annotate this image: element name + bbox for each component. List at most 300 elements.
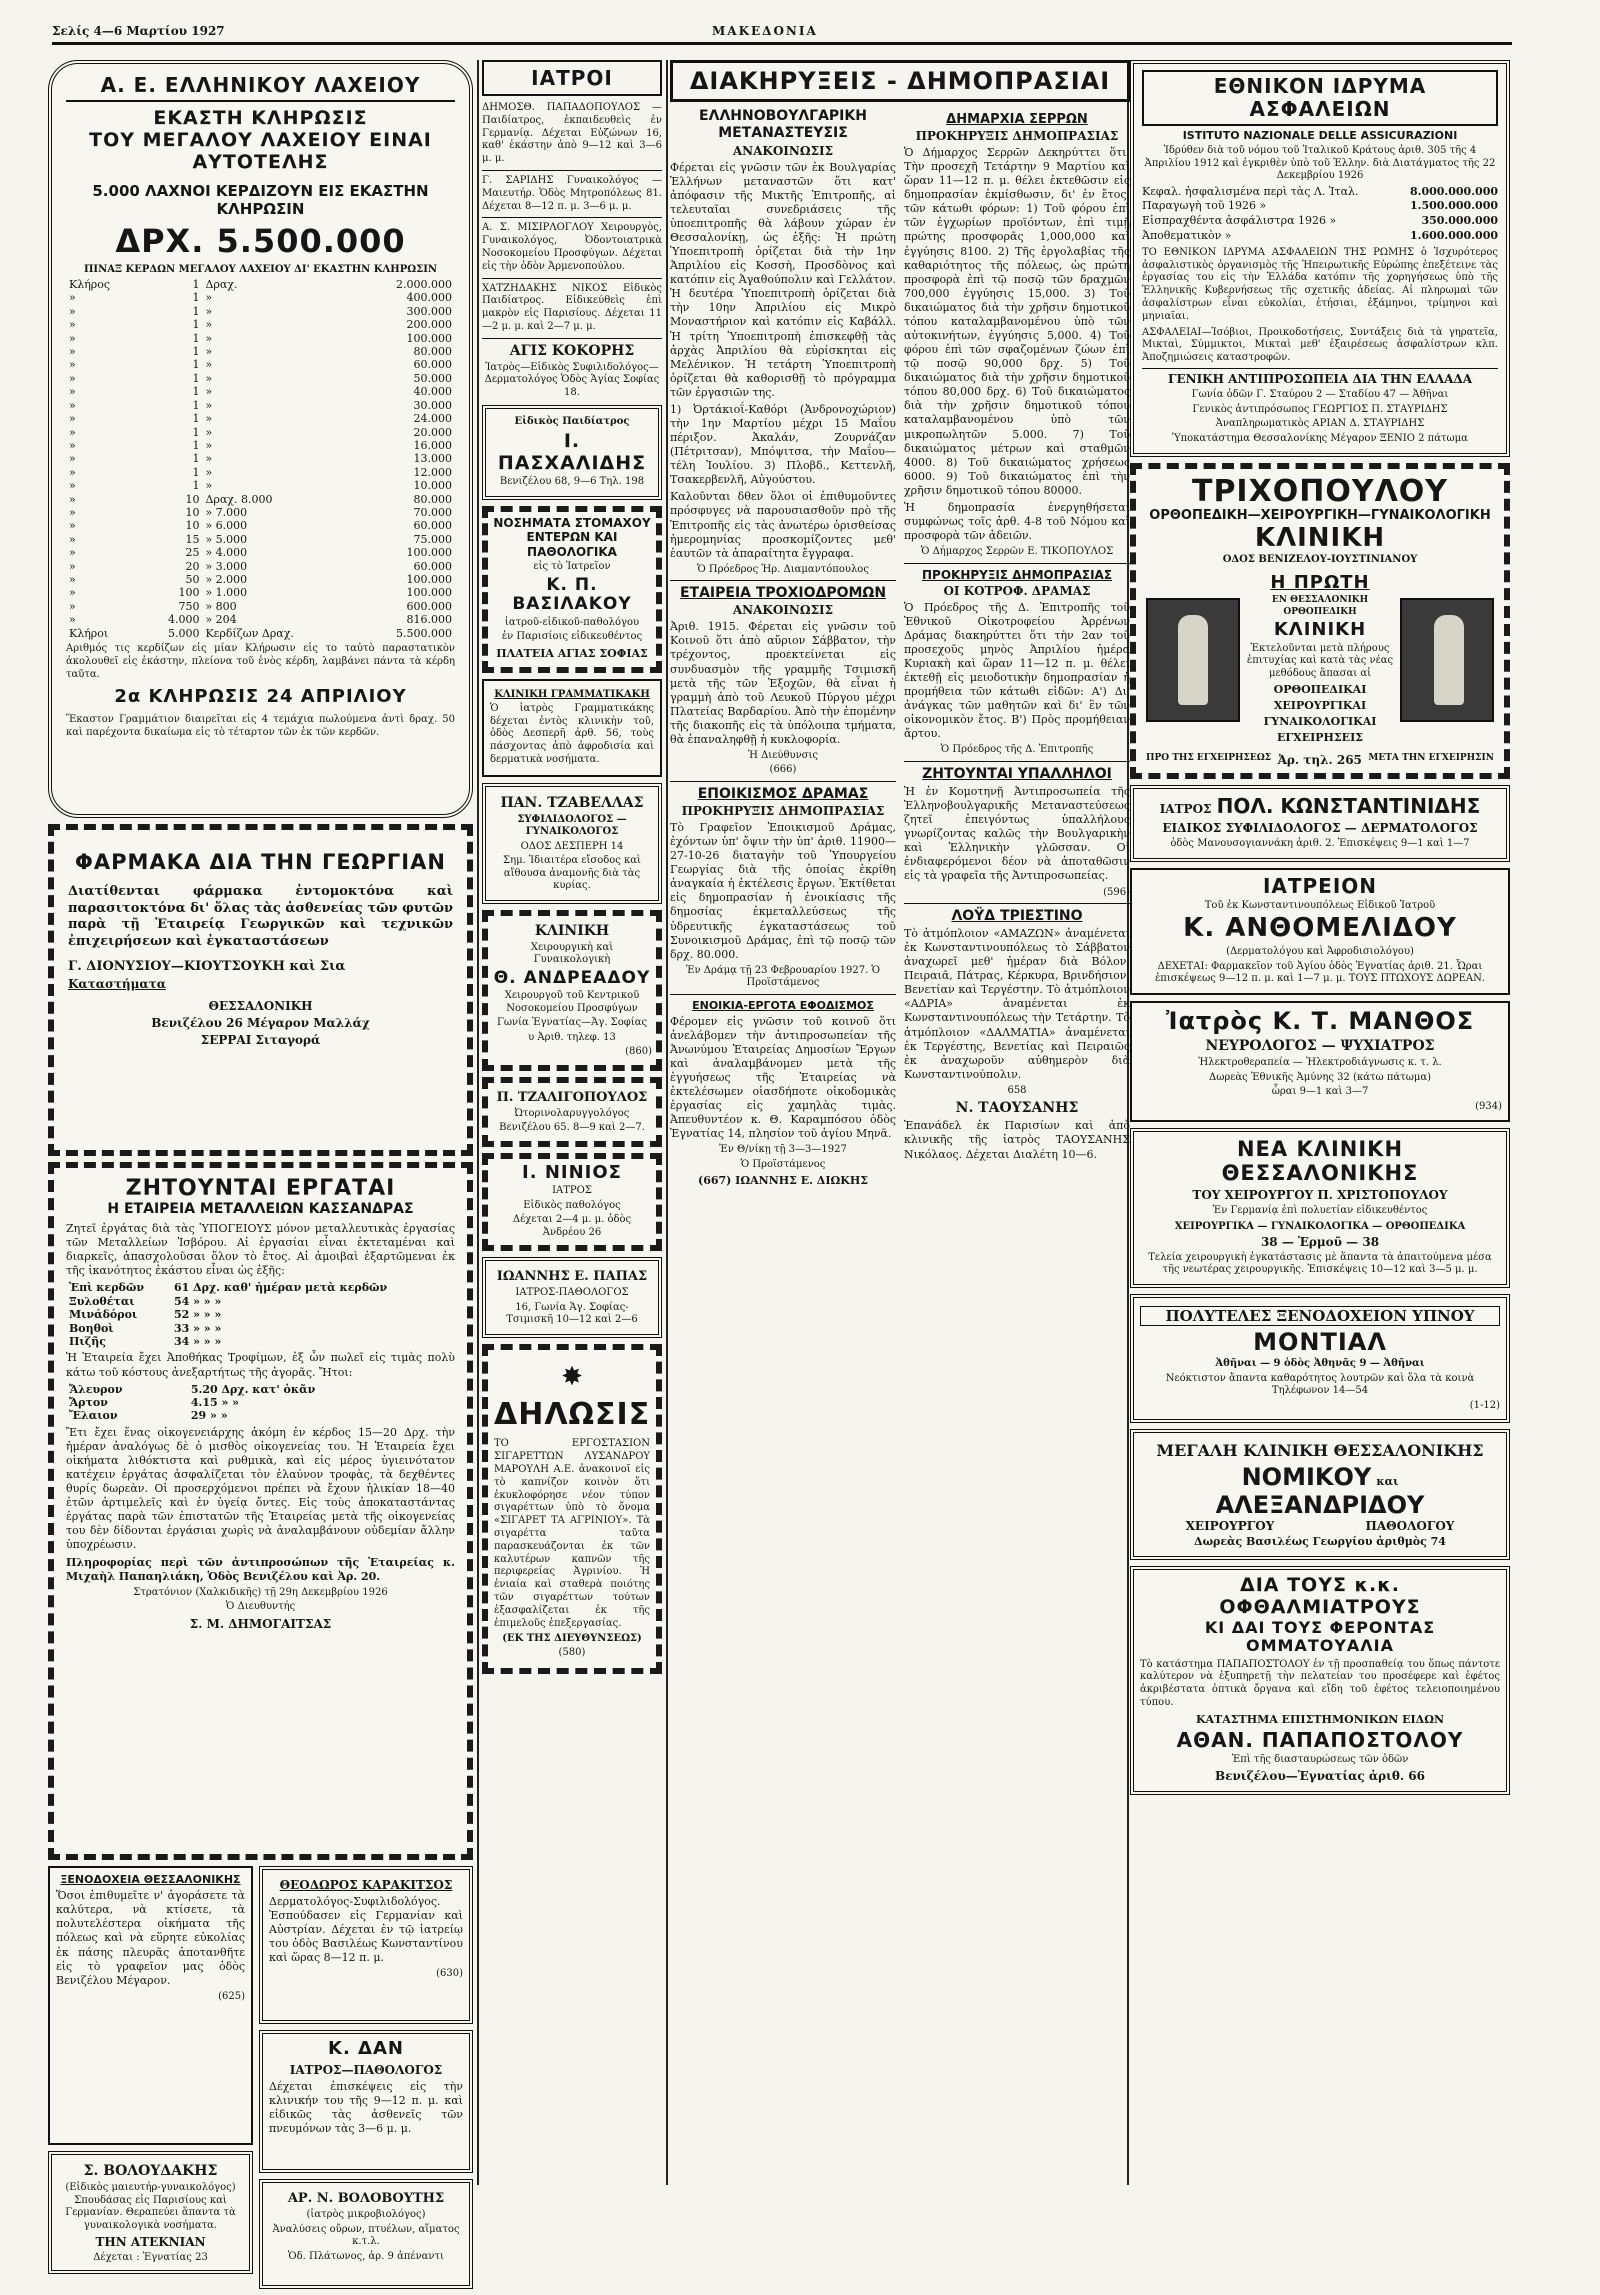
declaration-title: ΔΗΛΩΣΙΣ bbox=[494, 1396, 651, 1432]
nomikou-address: Δωρεὰς Βασιλέως Γεωργίου ἀριθμὸς 74 bbox=[1194, 1535, 1446, 1549]
prize-row bbox=[66, 613, 455, 626]
prize-cell: » bbox=[69, 371, 76, 385]
prize-cell: » 5.000 bbox=[205, 532, 248, 546]
prize-cell: 10 bbox=[185, 505, 200, 519]
insurance-figure-label: Παραγωγὴ τοῦ 1926 » bbox=[1142, 199, 1267, 213]
wage-table bbox=[66, 1281, 455, 1348]
niniou-ad bbox=[482, 1153, 662, 1252]
prize-cell: » bbox=[205, 385, 213, 399]
insurance-figure-val: 1.500.000.000 bbox=[1409, 199, 1498, 213]
dan-ad bbox=[259, 2030, 473, 2173]
optics-text: Τὸ κατάστημα ΠΑΠΑΠΟΣΤΟΛΟΥ ἐν τῇ προσπαθείᾳ του ὅπως πάντοτε καλύτερον νὰ ἐξυπηρετῇ τὴν πελατείαν του προσέφερε καὶ ἐφέτος ἀκριβέστατα ὀπτικὰ ὄργανα καὶ εἴδη τοῦ ἐφέτος τελειοποιημένου τύπου. bbox=[1140, 1658, 1500, 1709]
tzaligopoulos-ad bbox=[482, 1077, 662, 1147]
niniou-sub: Εἰδικὸς παθολόγος bbox=[523, 1199, 621, 1211]
insurance-agency-address: Γωνία ὁδῶν Γ. Σταύρου 2 — Σταδίου 47 — Ἀθῆναι bbox=[1191, 389, 1449, 401]
prize-cell: » bbox=[205, 452, 213, 466]
prize-row bbox=[66, 600, 455, 613]
wage-cell: 61 Δρχ. καθ' ἡμέραν μετὰ κερδῶν bbox=[173, 1281, 388, 1295]
manthos-text: Ἠλεκτροθεραπεία — Ἠλεκτροδιάγνωσις κ. τ. λ. bbox=[1198, 1057, 1442, 1069]
nomikou-ad bbox=[1130, 1429, 1510, 1560]
lloyd-title: ΛΟΫΔ ΤΡΙΕΣΤΙΝΟ bbox=[951, 908, 1083, 925]
volovoutis-ad bbox=[259, 2179, 473, 2289]
optics-title: ΔΙΑ ΤΟΥΣ κ.κ. ΟΦΘΑΛΜΙΑΤΡΟΥΣ bbox=[1219, 1574, 1421, 1619]
prize-cell: 1 bbox=[192, 318, 200, 332]
vasilakos-title: ΝΟΣΗΜΑΤΑ ΣΤΟΜΑΧΟΥ ΕΝΤΕΡΩΝ ΚΑΙ ΠΑΘΟΛΟΓΙΚΑ bbox=[493, 515, 651, 559]
prize-row bbox=[66, 318, 455, 331]
ops-operations: ΕΓΧΕΙΡΗΣΕΙΣ bbox=[1276, 731, 1363, 745]
inn-title: ΞΕΝΟΔΟΧΕΙΑ ΘΕΣΣΑΛΟΝΙΚΗΣ bbox=[60, 1873, 241, 1886]
workers-signer: Ὁ Διευθυντής bbox=[225, 1601, 296, 1613]
drama-sign: Ἐν Δράμᾳ τῇ 23 Φεβρουαρίου 1927. Ὁ Προϊστάμενος bbox=[685, 964, 881, 989]
prize-cell: 100.000 bbox=[406, 586, 452, 600]
prize-cell: 60.000 bbox=[413, 358, 452, 372]
price-cell: Ἄλευρον bbox=[69, 1382, 123, 1396]
prize-cell: » 4.000 bbox=[205, 546, 248, 560]
prize-cell: 600.000 bbox=[406, 599, 452, 613]
vasilakos-extra: ἐν Παρισίοις εἰδικευθέντος bbox=[501, 631, 643, 643]
volodakis-hours: Δέχεται : Ἐγνατίας 23 bbox=[93, 2252, 208, 2263]
trichopoulou-text: Ἐκτελοῦνται μετὰ πλήρους ἐπιτυχίας καὶ κατὰ τὰς νέας μεθόδους ἅπασαι αἱ bbox=[1246, 642, 1394, 679]
karakitsos-code: (630) bbox=[436, 1968, 463, 1980]
employees-code: (596) bbox=[1103, 886, 1130, 898]
tzavelas-address: ΟΔΟΣ ΔΕΣΠΕΡΗ 14 bbox=[520, 840, 624, 852]
prize-row bbox=[66, 533, 455, 546]
prize-row bbox=[66, 560, 455, 573]
prize-row bbox=[66, 305, 455, 318]
ops-orthopedic: ΟΡΘΟΠΕΔΙΚΑΙ bbox=[1273, 683, 1367, 697]
dan-name: Κ. ΔΑΝ bbox=[328, 2038, 404, 2059]
prize-cell: » bbox=[69, 291, 76, 305]
trichopoulou-first: Η ΠΡΩΤΗ bbox=[1270, 571, 1370, 593]
newclinic-sub: ΤΟΥ ΧΕΙΡΟΥΡΓΟΥ Π. ΧΡΙΣΤΟΠΟΥΛΟΥ bbox=[1192, 1188, 1448, 1203]
serres-text-2: Ἡ δημοπρασία ἐνεργηθήσεται συμφώνως τοῖς ἀρθ. 4-8 τοῦ Νόμου καὶ προσφορὰ τῶν ἀδειῶν. bbox=[904, 500, 1130, 543]
house-name: (667) ΙΩΑΝΝΗΣ Ε. ΔΙΩΚΗΣ bbox=[697, 1174, 869, 1188]
prize-cell: 100.000 bbox=[406, 572, 452, 586]
optics-store: ΚΑΤΑΣΤΗΜΑ ΕΠΙΣΤΗΜΟΝΙΚΩΝ ΕΙΔΩΝ bbox=[1195, 1712, 1445, 1726]
lottery-subtitle: ΕΚΑΣΤΗ ΚΛΗΡΩΣΙΣ bbox=[153, 107, 368, 129]
hotel-code: (1-12) bbox=[1469, 1399, 1500, 1411]
prize-row bbox=[66, 452, 455, 465]
pharma-title: ΦΑΡΜΑΚΑ ΔΙΑ ΤΗΝ ΓΕΩΡΓΙΑΝ bbox=[75, 850, 446, 874]
prize-cell: » bbox=[69, 559, 76, 573]
prize-cell: » bbox=[205, 291, 213, 305]
insurance-agents: Γενικὸς ἀντιπρόσωπος ΓΕΩΡΓΙΟΣ Π. ΣΤΑΥΡΙΔΗΣ bbox=[1192, 403, 1448, 415]
prize-cell: 30.000 bbox=[413, 398, 452, 412]
konstantinidis-address: ὁδὸς Μανουσογιαννάκη ἀριθ. 2. Ἐπισκέψεις 9—1 καὶ 1—7 bbox=[1170, 838, 1470, 850]
wage-cell: Βοηθοὶ bbox=[69, 1321, 114, 1335]
workers-stores: Ἡ Ἑταιρεία ἔχει Ἀποθήκας Τροφίμων, ἐξ ὧν πωλεῖ εἰς τιμὰς πολὺ κάτω τοῦ κόστους ἀνεξαρτήτως τῆς ἀγορᾶς. Ἤτοι: bbox=[66, 1351, 455, 1379]
page-header bbox=[52, 22, 1512, 45]
tzavelas-ad bbox=[482, 783, 662, 904]
prize-cell: » 7.000 bbox=[205, 505, 248, 519]
trichopoulou-specialty: ΟΡΘΟΠΕΔΙΚΗ—ΧΕΙΡΟΥΡΓΙΚΗ—ΓΥΝΑΙΚΟΛΟΓΙΚΗ bbox=[1149, 508, 1491, 524]
trichopoulou-clinic-2: ΚΛΙΝΙΚΗ bbox=[1273, 618, 1367, 640]
kotroph-title: ΠΡΟΚΗΡΥΞΙΣ ΔΗΜΟΠΡΑΣΙΑΣ bbox=[921, 567, 1113, 582]
lottery-prize-table bbox=[66, 278, 455, 640]
wage-row bbox=[66, 1281, 455, 1294]
newclinic-text-2: Τελεία χειρουργικὴ ἐγκατάστασις μὲ ἅπαντα τὰ ἀπαιτούμενα μέσα τῆς νεωτέρας χειρουργικῆς. Ἐπισκέψεις 10—12 καὶ 3—5 μ. μ. bbox=[1148, 1251, 1492, 1276]
prize-cell: 20 bbox=[185, 559, 200, 573]
vasilakos-ad bbox=[482, 506, 662, 673]
tzavelas-text: Σημ. Ἰδιαιτέρα εἴσοδος καὶ αἴθουσα ἀναμονῆς διὰ τὰς κυρίας. bbox=[503, 855, 641, 892]
paschalidis-label: Εἰδικὸς Παιδίατρος bbox=[514, 416, 630, 428]
prize-cell: 4.000 bbox=[167, 613, 200, 627]
manthos-hours: ὧραι 9—1 καὶ 3—7 bbox=[1271, 1086, 1369, 1098]
prize-cell: » bbox=[69, 599, 76, 613]
konstantinidis-pre: ΙΑΤΡΟΣ bbox=[1159, 802, 1212, 817]
insurance-figure-val: 8.000.000.000 bbox=[1409, 184, 1498, 198]
trolley-sub: ΑΝΑΚΟΙΝΩΣΙΣ bbox=[732, 603, 834, 618]
vasilakos-sub: εἰς τὸ Ἰατρεῖον bbox=[533, 561, 611, 573]
niniou-role: ΙΑΤΡΟΣ bbox=[552, 1185, 592, 1197]
insurance-figure-label: Εἰσπραχθέντα ἀσφάλιστρα 1926 » bbox=[1142, 214, 1337, 228]
tzaligopoulos-name: Π. ΤΖΑΛΙΓΟΠΟΥΛΟΣ bbox=[496, 1089, 648, 1105]
volodakis-label: ΤΗΝ ΑΤΕΚΝΙΑΝ bbox=[95, 2235, 206, 2249]
tzaligopoulos-role: Ὠτορινολαρυγγολόγος bbox=[514, 1107, 630, 1119]
pharma-text: Διατίθενται φάρμακα ἐντομοκτόνα καὶ παρασιτοκτόνα δι' ὅλας τὰς ἀσθενείας τῶν φυτῶν παρὰ τῇ Ἑταιρείᾳ Γεωργικῶν καὶ τεχνικῶν ἐπιχειρήσεων καὶ ἐγκαταστάσεων bbox=[68, 884, 453, 950]
house-date: Ἐν Θ/νίκῃ τῇ 3—3—1927 bbox=[719, 1144, 847, 1156]
column-3 bbox=[670, 60, 1130, 2185]
hotel-ad bbox=[1130, 1294, 1510, 1424]
prize-cell: 60.000 bbox=[413, 559, 452, 573]
wage-cell: Πιζῆς bbox=[69, 1335, 106, 1349]
prize-cell: 70.000 bbox=[413, 505, 452, 519]
andreadou-sub: Χειρουργικὴ καὶ Γυναικολογικὴ bbox=[530, 941, 614, 966]
prize-cell: 12.000 bbox=[413, 465, 452, 479]
andreadou-phone: υ Ἀριθ. τηλεφ. 13 bbox=[528, 1031, 616, 1043]
insurance-types: ΑΣΦΑΛΕΙΑΙ—Ἰσόβιοι, Προικοδοτήσεις, Συντάξεις διὰ τὰ γηρατεῖα, Μικταὶ, Σύμμικτοι, Μικταὶ μεθ' ἐξαιρέσεως ἀσφαλίστρων κλπ. Ἀποζημιώσεις καταστροφῶν. bbox=[1142, 326, 1498, 364]
karakitsos-name: ΘΕΟΔΩΡΟΣ ΚΑΡΑΚΙΤΣΟΣ bbox=[279, 1878, 453, 1892]
lottery-draw-note: Ἕκαστον Γραμμάτιον διαιρεῖται εἰς 4 τεμάχια πωλούμενα ἀντὶ δραχ. 50 καὶ παρέχοντα δικαίωμα εἰς τὸ τέταρτον τῶν ἐκ τῶν κερδῶν. bbox=[66, 714, 455, 738]
wage-cell: Ἐπὶ κερδῶν bbox=[69, 1281, 144, 1295]
prize-row bbox=[66, 627, 455, 640]
workers-intro: Ζητεῖ ἐργάτας διὰ τὰς ὙΠΟΓΕΙΟΥΣ μόνον μεταλλευτικὰς ἐργασίας τῶν Μεταλλείων Ἰσβόρου. Αἱ ἐργασίαι εἶναι ἐκτεταμέναι καὶ διαρκεῖς, ἀπασχολοῦσαι ὅλον τὸ ἔτος. Αἱ ἀμοιβαὶ ἐξαρτῶμεναι ἐκ τῆς ἱκανότητος ἑκάστου εἶναι ὡς ἑξῆς: bbox=[66, 1222, 455, 1278]
prize-cell: 1 bbox=[192, 278, 200, 292]
hotel-address: Ἀθῆναι — 9 ὁδὸς Ἀθηνᾶς 9 — Ἀθῆναι bbox=[1215, 1358, 1425, 1370]
konstantinidis-ad bbox=[1130, 785, 1510, 862]
prize-cell: 1 bbox=[192, 452, 200, 466]
ops-gynecological: ΓΥΝΑΙΚΟΛΟΓΙΚΑΙ bbox=[1263, 715, 1377, 729]
lottery-ad bbox=[48, 60, 473, 818]
prize-cell: 5.000 bbox=[167, 626, 200, 640]
price-row bbox=[66, 1383, 455, 1396]
wage-cell: Μινάδόροι bbox=[69, 1308, 138, 1322]
prize-cell: » bbox=[69, 479, 76, 493]
insurance-text: ΤΟ ΕΘΝΙΚΟΝ ΙΔΡΥΜΑ ΑΣΦΑΛΕΙΩΝ ΤΗΣ ΡΩΜΗΣ ὁ Ἰσχυρότερος ἀσφαλιστικὸς ὀργανισμὸς τῆς Ἠπειρωτικῆς Εὐρώπης ἐπεξέτεινε τὰς ἐργασίας του εἰς τὴν Ἑλλάδα κατόπιν τῆς χορηγήσεως ὑπὸ τῆς Ἑλληνικῆς Κυβερνήσεως τῆς σχετικῆς ἀδείας. Αἱ πληρωμαὶ τῶν ἀσφαλίστρων εἶναι εὐκολίαι, ἐτήσιαι, ἑξάμηνοι, τρίμηνοι καὶ μηνιαῖαι. bbox=[1142, 246, 1498, 322]
lottery-subtitle-2: ΤΟΥ ΜΕΓΑΛΟΥ ΛΑΧΕΙΟΥ ΕΙΝΑΙ ΑΥΤΟΤΕΛΗΣ bbox=[89, 128, 432, 173]
papas-role: ΙΑΤΡΟΣ-ΠΑΘΟΛΟΓΟΣ bbox=[515, 1287, 629, 1299]
wage-cell: Ξυλοθέται bbox=[69, 1294, 135, 1308]
karakitsos-ad bbox=[259, 1866, 473, 2024]
prize-row bbox=[66, 506, 455, 519]
price-cell: Ἔλαιον bbox=[69, 1409, 118, 1423]
newclinic-text: Ἐν Γερμανίᾳ ἐπὶ πολυετίαν εἰδικευθέντος bbox=[1212, 1205, 1428, 1217]
workers-signature: Σ. Μ. ΔΗΜΟΓΑΙΤΣΑΣ bbox=[189, 1616, 332, 1631]
volovoutis-role: (ἰατρὸς μικροβιολόγος) bbox=[306, 2209, 426, 2220]
prize-cell: 1 bbox=[192, 331, 200, 345]
prize-cell: » bbox=[69, 586, 76, 600]
trichopoulou-center bbox=[1240, 573, 1400, 747]
prize-cell: » bbox=[205, 358, 213, 372]
trichopoulou-ad bbox=[1130, 463, 1510, 779]
pharma-address: Βενιζέλου 26 Μέγαρον Μαλλάχ bbox=[151, 1015, 370, 1030]
insurance-figure-row bbox=[1142, 229, 1498, 244]
prize-cell: » bbox=[69, 572, 76, 586]
prize-cell: » 3.000 bbox=[205, 559, 248, 573]
prize-cell: » bbox=[205, 412, 213, 426]
prize-cell: 1 bbox=[192, 291, 200, 305]
paschalidis-ad bbox=[482, 405, 662, 500]
papas-ad bbox=[482, 1257, 662, 1338]
anthomelidou-ad bbox=[1130, 868, 1510, 995]
after-caption: ΜΕΤΑ ΤΗΝ ΕΓΧΕΙΡΗΣΙΝ bbox=[1368, 753, 1494, 764]
tzavelas-name: ΠΑΝ. ΤΖΑΒΕΛΛΑΣ bbox=[500, 794, 644, 811]
prize-cell: 1 bbox=[192, 438, 200, 452]
prize-cell: 1 bbox=[192, 345, 200, 359]
trichopoulou-clinic: ΚΛΙΝΙΚΗ bbox=[1254, 522, 1386, 553]
anthomelidou-sub: Τοῦ ἐκ Κωνσταντινουπόλεως Εἰδικοῦ Ἰατροῦ bbox=[1204, 899, 1436, 911]
kokoris-name: ΑΓΙΣ ΚΟΚΟΡΗΣ bbox=[509, 342, 635, 359]
lottery-title: Α. Ε. ΕΛΛΗΝΙΚΟΥ ΛΑΧΕΙΟΥ bbox=[66, 74, 455, 102]
workers-company: Η ΕΤΑΙΡΕΙΑ ΜΕΤΑΛΛΕΙΩΝ ΚΑΣΣΑΝΔΡΑΣ bbox=[107, 1201, 414, 1218]
prize-cell: 15 bbox=[185, 532, 200, 546]
manthos-ad bbox=[1130, 1001, 1510, 1123]
kotroph-sub: ΟΙ ΚΟΤΡΟΦ. ΔΡΑΜΑΣ bbox=[943, 583, 1091, 598]
prize-row bbox=[66, 291, 455, 304]
insurance-figure-row bbox=[1142, 214, 1498, 229]
prize-row bbox=[66, 546, 455, 559]
greekbulg-sub: ΑΝΑΚΟΙΝΩΣΙΣ bbox=[732, 143, 834, 158]
insurance-intro: Ἱδρύθεν διὰ τοῦ νόμου τοῦ Ἰταλικοῦ Κράτους ἀριθ. 305 τῆς 4 Ἀπριλίου 1912 καὶ ἐγκριθὲν ὑπὸ τοῦ Ἑλλην. διὰ Διατάγματος τῆς 22 Δεκεμβρίου 1926 bbox=[1144, 145, 1496, 181]
andreadou-text: Χειρουργοῦ τοῦ Κεντρικοῦ Νοσοκομείου Προσφύγων bbox=[504, 990, 640, 1014]
prize-row bbox=[66, 519, 455, 532]
hotel-name: ΜΟΝΤΙΑΛ bbox=[1253, 1327, 1387, 1356]
lottery-note: Αριθμός τις κερδίζων εἰς μίαν Κλήρωσιν εἰς το ταὐτὸ παραστατικὸν ἀκολουθεῖ εἰς ἐκάστην, πλείονα τοῦ ἑνὸς κέρδη, λαμβάνει πάντα τὰ κέρδη ταῦτα. bbox=[66, 643, 455, 680]
prize-cell: » bbox=[69, 398, 76, 412]
konstantinidis-name: ΠΟΛ. ΚΩΝΣΤΑΝΤΙΝΙΔΗΣ bbox=[1216, 794, 1481, 819]
insurance-italian-name: ISTITUTO NAZIONALE DELLE ASSICURAZIONI bbox=[1182, 129, 1458, 142]
konstantinidis-role: ΕΙΔΙΚΟΣ ΣΥΦΙΛΙΔΟΛΟΓΟΣ — ΔΕΡΜΑΤΟΛΟΓΟΣ bbox=[1162, 821, 1478, 836]
prize-cell: » bbox=[205, 371, 213, 385]
prize-cell: » bbox=[205, 331, 213, 345]
nomikou-names bbox=[1140, 1463, 1500, 1519]
prize-row bbox=[66, 399, 455, 412]
trichopoulou-photos bbox=[1146, 573, 1494, 747]
konstantinidis-header bbox=[1140, 794, 1500, 818]
page-date: Σελίς 4—6 Μαρτίου 1927 bbox=[52, 24, 225, 38]
karakitsos-text: Δερματολόγος-Συφιλιδολόγος. Ἐσπούδασεν εἰς Γερμανίαν καὶ Αὐστρίαν. Δέχεται ἐν τῷ ἰατρείῳ του ὁδὸς Βασιλέως Κωνσταντίνου καὶ ὥρας 8—12 π. μ. bbox=[269, 1895, 463, 1965]
insurance-figure-val: 350.000.000 bbox=[1421, 214, 1498, 228]
right-bottom-stack bbox=[259, 1866, 473, 2295]
dan-role: ΙΑΤΡΟΣ—ΠΑΘΟΛΟΓΟΣ bbox=[289, 2062, 443, 2077]
ops-surgical: ΧΕΙΡΟΥΡΓΙΚΑΙ bbox=[1273, 699, 1367, 713]
prize-cell: » bbox=[205, 345, 213, 359]
prize-cell: 400.000 bbox=[406, 291, 452, 305]
kotroph-text: Ὁ Πρόεδρος τῆς Δ. Ἐπιτροπῆς τοῦ Ἐθνικοῦ Οἰκοτροφείου Ἀρρένων Δράμας διακηρύττει ὅτι τὴν 2αν τοῦ προσεχοῦς μηνὸς Ἀπριλίου ἡμέρα Κυριακὴ καὶ ὥραν 11—12 π. μ. θέλει ἐκτεθῇ εἰς μειοδοτικὴν δημοπρασίαν ἡ προμήθεια τῶν κάτωθι εἰδῶν: Α') Δι' ἀνάγκας τῶν μαθητῶν καὶ δι' ἓν τῶν οἰκονομικὸν ἔτος. Β') Πρὸς προμήθειαν ἄρτου. bbox=[904, 600, 1130, 741]
insurance-title: ΕΘΝΙΚΟΝ ΙΔΡΥΜΑ ΑΣΦΑΛΕΙΩΝ bbox=[1142, 70, 1498, 126]
star-ornament-icon: ✸ bbox=[561, 1361, 583, 1392]
kotroph-sign: Ὁ Πρόεδρος τῆς Δ. Ἐπιτροπῆς bbox=[940, 744, 1094, 756]
prize-cell: » 204 bbox=[205, 613, 237, 627]
anthomelidou-title: ΙΑΤΡΕΙΟΝ bbox=[1262, 873, 1378, 898]
volodakis-ad bbox=[48, 2151, 253, 2274]
prize-cell: 1 bbox=[192, 479, 200, 493]
prize-cell: » bbox=[69, 318, 76, 332]
wage-row bbox=[66, 1322, 455, 1335]
column-rule bbox=[666, 60, 668, 2185]
inn-code: (625) bbox=[218, 1990, 245, 2002]
prize-cell: 1 bbox=[192, 304, 200, 318]
prize-cell: » bbox=[69, 505, 76, 519]
insurance-ad bbox=[1130, 60, 1510, 457]
price-row bbox=[66, 1409, 455, 1422]
workers-date: Στρατόνιον (Χαλκιδικῆς) τῇ 29η Δεκεμβρίου 1926 bbox=[133, 1586, 388, 1598]
prize-cell: 50 bbox=[185, 572, 200, 586]
greekbulg-title: ΕΛΛΗΝΟΒΟΥΛΓΑΡΙΚΗ ΜΕΤΑΝΑΣΤΕΥΣΙΣ bbox=[699, 108, 867, 141]
volovoutis-name: ΑΡ. Ν. ΒΟΛΟΒΟΥΤΗΣ bbox=[287, 2191, 445, 2206]
auctions-heading: ΔΙΑΚΗΡΥΞΕΙΣ - ΔΗΜΟΠΡΑΣΙΑΙ bbox=[670, 60, 1130, 102]
workers-contact: Πληροφορίας περὶ τῶν ἀντιπροσώπων τῆς Ἑταιρείας κ. Μιχαὴλ Παπαηλιάκη, Ὁδὸς Βενιζέλου καὶ Ἀρ. 20. bbox=[66, 1555, 455, 1583]
nomikou-name-2: ΑΛΕΞΑΝΔΡΙΔΟΥ bbox=[1215, 1491, 1425, 1520]
lottery-line: 5.000 ΛΑΧΝΟΙ ΚΕΡΔΙΖΟΥΝ ΕΙΣ ΕΚΑΣΤΗΝ ΚΛΗΡΩΣΙΝ bbox=[92, 181, 429, 218]
prize-row bbox=[66, 586, 455, 599]
price-cell: 4.15 » » bbox=[190, 1396, 240, 1409]
vasilakos-address: ΠΛΑΤΕΙΑ ΑΓΙΑΣ ΣΟΦΙΑΣ bbox=[496, 646, 648, 660]
wage-cell: 34 » » » bbox=[173, 1335, 222, 1349]
prize-cell: 60.000 bbox=[413, 519, 452, 533]
hotel-title: ΠΟΛΥΤΕΛΕΣ ΞΕΝΟΔΟΧΕΙΟΝ ΥΠΝΟΥ bbox=[1140, 1306, 1500, 1326]
taousanis-name: Ν. ΤΑΟΥΣΑΝΗΣ bbox=[955, 1100, 1079, 1117]
taousanis-text: Ἐπανάδελ ἐκ Παρισίων καὶ ἀπὸ κλινικῆς τῆς ἰατρὸς ΤΑΟΥΣΑΝΗΣ Νικόλαος. Δέχεται Διαλέτη 10—6. bbox=[904, 1119, 1130, 1161]
drama-title: ΕΠΟΙΚΙΣΜΟΣ ΔΡΑΜΑΣ bbox=[697, 785, 869, 802]
dan-text: Δέχεται ἐπισκέψεις εἰς τὴν κλινικήν του τῆς 9—12 π. μ. καὶ εἰδικῶς τὰς ἀσθενεῖς τῶν πνευμόνων τὰς 3—6 μ. μ. bbox=[269, 2079, 463, 2135]
prize-cell: » bbox=[69, 546, 76, 560]
prize-cell: 1 bbox=[192, 412, 200, 426]
employees-title: ΖΗΤΟΥΝΤΑΙ ΥΠΑΛΛΗΛΟΙ bbox=[922, 765, 1112, 782]
newclinic-address: 38 — Ἑρμοῦ — 38 bbox=[1260, 1234, 1380, 1249]
trolley-title: ΕΤΑΙΡΕΙΑ ΤΡΟΧΙΟΔΡΟΜΩΝ bbox=[679, 585, 887, 602]
prize-cell: 80.000 bbox=[413, 492, 452, 506]
doctor-saridis: Γ. ΣΑΡΙΔΗΣ Γυναικολόγος — Μαιευτήρ. Ὁδὸς Μητροπόλεως 81. Δέχεται 8—12 π. μ. 3—6 μ. μ. bbox=[482, 174, 662, 212]
pharma-ad bbox=[48, 824, 473, 1156]
grammatikaki-text: Ὁ ἰατρὸς Γραμματικάκης δέχεται ἐντὸς κλινικὴν τοῦ, ὁδὸς Δεσπερῆ ἀρθ. 56, τοὺς πάσχοντας ἀπὸ ἀφροδισία καὶ δερματικὰ νοσήματα. bbox=[490, 702, 654, 765]
prize-cell: 5.500.000 bbox=[396, 626, 452, 640]
declaration-sign: (ΕΚ ΤΗΣ ΔΙΕΥΘΥΝΣΕΩΣ) bbox=[502, 1633, 642, 1645]
house-text: Φέρομεν εἰς γνῶσιν τοῦ κοινοῦ ὅτι ἀνελάβομεν τὴν ἀντιπροσωπείαν τῆς Ἀνωνύμου Ἑταιρείας Δημοσίων Ἔργων καὶ ἀναλαμβάνομεν μετὰ τῆς ἐγγυήσεως τῆς Ἑταιρείας νὰ ἐκτελέσωμεν οἱασδήποτε οἰκοδομικὰς ἐργασίας εἰς χαμηλὰς τιμὰς. Ἀπευθυντέον κ. Θ. Καραμπόσου ὁδὸς Ἐγνατίας 14, πλησίον τοῦ ἁγίου Μηνᾶ. bbox=[670, 1014, 896, 1141]
declaration-ad bbox=[482, 1344, 662, 1674]
prize-cell: » bbox=[69, 438, 76, 452]
manthos-address: Δωρεὰς Ἐθνικῆς Ἀμύνης 32 (κάτω πάτωμα) bbox=[1208, 1071, 1432, 1083]
serres-sub: ΠΡΟΚΗΡΥΞΙΣ ΔΗΜΟΠΡΑΣΙΑΣ bbox=[915, 129, 1119, 143]
column-4 bbox=[1130, 60, 1510, 2185]
wage-cell: 52 » » » bbox=[173, 1308, 222, 1322]
insurance-figure-val: 1.600.000.000 bbox=[1409, 229, 1498, 243]
prize-cell: » bbox=[205, 398, 213, 412]
doctors-heading: ΙΑΤΡΟΙ bbox=[482, 60, 662, 96]
manthos-name: Ἰατρὸς Κ. Τ. ΜΑΝΘΟΣ bbox=[1165, 1006, 1475, 1035]
prize-cell: 16.000 bbox=[413, 438, 452, 452]
after-photo bbox=[1400, 598, 1494, 722]
papas-address: 16, Γωνία Ἁγ. Σοφίας-Τσιμισκῆ 10—12 καὶ 2—6 bbox=[506, 1301, 638, 1326]
prize-cell: 2.000.000 bbox=[396, 278, 452, 292]
prize-cell: » bbox=[69, 613, 76, 627]
prize-cell: » bbox=[205, 479, 213, 493]
tzavelas-role: ΣΥΦΙΛΙΔΟΛΟΓΟΣ — ΓΥΝΑΙΚΟΛΟΓΟΣ bbox=[517, 813, 627, 838]
prize-cell: 75.000 bbox=[413, 532, 452, 546]
volovoutis-text: Ἀναλύσεις οὔρων, πτυέλων, αἵματος κ.τ.λ. bbox=[272, 2223, 460, 2247]
price-table bbox=[66, 1383, 455, 1423]
wage-cell: 33 » » » bbox=[173, 1321, 222, 1335]
insurance-figure-label: Κεφαλ. ἠσφαλισμένα περὶ τὰς Λ. Ἰταλ. bbox=[1142, 184, 1359, 198]
prize-cell: 10 bbox=[185, 492, 200, 506]
prize-row bbox=[66, 439, 455, 452]
price-row bbox=[66, 1396, 455, 1409]
prize-cell: 1 bbox=[192, 425, 200, 439]
insurance-figure-row bbox=[1142, 199, 1498, 214]
optics-name: ΑΘΑΝ. ΠΑΠΑΠΟΣΤΟΛΟΥ bbox=[1176, 1727, 1464, 1752]
prize-cell: » bbox=[69, 425, 76, 439]
house-sign: Ὁ Προϊστάμενος bbox=[740, 1158, 826, 1170]
hotel-text: Νεόκτιστον ἄπαντα καθαρότητος λουτρῶν καὶ ὅλα τὰ κοινὰ Τηλέφωνον 14—54 bbox=[1165, 1372, 1475, 1397]
workers-title: ΖΗΤΟΥΝΤΑΙ ΕΡΓΑΤΑΙ bbox=[125, 1176, 396, 1201]
prize-cell: » bbox=[205, 304, 213, 318]
insurance-figure-row bbox=[1142, 185, 1498, 200]
prize-row bbox=[66, 372, 455, 385]
prize-row bbox=[66, 332, 455, 345]
anthomelidou-role: (Δερματολόγου καὶ Ἀφροδισιολόγου) bbox=[1226, 946, 1414, 957]
newspaper-name: ΜΑΚΕΔΟΝΙΑ bbox=[712, 24, 818, 38]
nomikou-and: και bbox=[1376, 1475, 1399, 1489]
wage-row bbox=[66, 1308, 455, 1321]
prize-cell: 816.000 bbox=[406, 613, 452, 627]
doctor-chatzidakis: ΧΑΤΖΗΔΑΚΗΣ ΝΙΚΟΣ Εἰδικὸς Παιδίατρος. Εἰδικεύθεὶς ἐπὶ μακρὸν εἰς Παρισίους. Δέχεται 11—2 μ. μ. καὶ 2—7 μ. μ. bbox=[482, 282, 662, 332]
manthos-role: ΝΕΥΡΟΛΟΓΟΣ — ΨΥΧΙΑΤΡΟΣ bbox=[1205, 1038, 1435, 1055]
pharma-company: Γ. ΔΙΟΝΥΣΙΟΥ—ΚΙΟΥΤΣΟΥΚΗ καὶ Σια bbox=[68, 958, 346, 974]
lottery-table-title: ΠΙΝΑΞ ΚΕΡΔΩΝ ΜΕΓΑΛΟΥ ΛΑΧΕΙΟΥ ΔΙ' ΕΚΑΣΤΗΝ ΚΛΗΡΩΣΙΝ bbox=[83, 263, 438, 275]
volodakis-name: Σ. ΒΟΛΟΥΔΑΚΗΣ bbox=[83, 2163, 218, 2179]
price-cell: 5.20 Δρχ. κατ' ὀκᾶν bbox=[190, 1382, 316, 1396]
prize-cell: Κερδίζων Δραχ. bbox=[205, 626, 294, 640]
prize-cell: » bbox=[69, 519, 76, 533]
workers-details: Ἔτι ἔχει ἕνας οἰκογενειάρχης ἀκόμη ἐν κέρδος 15—20 Δρχ. τὴν ἡμέραν ἀναλόγως δὲ ὁ μισθὸς οἰκογενείας του. Ἡ Ἑταιρεία ἔχει οἰκήματα λιθόκτιστα καὶ ρυθμικὰ, καὶ εἰς μέρος ὑγιεινότατον κατέχειν ἐργάτας ἀσφαλίζεται τὸν ἐλαύνον τροφὰς, τὰ δεχθέντες θυρίς δωρεὰν. Οἱ προσερχόμενοι πρέπει νὰ ἔχουν ἡλικίαν 18—40 ἐτῶν ἀρτιμελεῖς καὶ ἐν ὑγείᾳ ὄντες. Εἰς τοὺς ἀποκαταστάντας ἐργάτας παρὰ τῶν ἐπιστατῶν τῆς Ἑταιρείας μετὰ τῆς οἰκογενείας του δὲν δίδονται ἐργάσιαι χωρὶς νὰ ἀναλαμβάνουν οὐδεμίαν ἄλλην ὑποχρέωσιν. bbox=[66, 1425, 455, 1552]
insurance-branch: Ὑποκατάστημα Θεσσαλονίκης Μέγαρον ΞΕΝΙΟ 2 πάτωμα bbox=[1172, 432, 1468, 444]
prize-cell: » bbox=[69, 358, 76, 372]
declaration-code: (580) bbox=[558, 1647, 586, 1659]
prize-row bbox=[66, 358, 455, 371]
prize-row bbox=[66, 412, 455, 425]
optics-ad bbox=[1130, 1566, 1510, 1795]
prize-cell: 50.000 bbox=[413, 371, 452, 385]
prize-cell: 1 bbox=[192, 398, 200, 412]
prize-row bbox=[66, 466, 455, 479]
prize-cell: Κλήροι bbox=[69, 626, 109, 640]
niniou-name: Ι. ΝΙΝΙΟΣ bbox=[522, 1161, 622, 1183]
vasilakos-role: ἰατροῦ-εἰδικοῦ-παθολόγου bbox=[504, 616, 640, 628]
paschalidis-address: Βενιζέλου 68, 9—6 Τηλ. 198 bbox=[499, 476, 645, 488]
insurance-agents-2: Ἀναπληρωματικὸς ΑΡΙΑΝ Δ. ΣΤΑΥΡΙΔΗΣ bbox=[1215, 418, 1425, 430]
wage-row bbox=[66, 1335, 455, 1348]
kokoris-text: Ἰατρὸς—Εἰδικὸς Συφιλιδολόγος—Δερματολόγος Ὁδὸς Ἁγίας Σοφίας 18. bbox=[484, 361, 660, 398]
prize-cell: Δραχ. 8.000 bbox=[205, 492, 273, 506]
price-cell: Ἄρτον bbox=[69, 1396, 108, 1409]
left-bottom-stack bbox=[48, 1866, 253, 2295]
prize-cell: 100 bbox=[178, 586, 200, 600]
prize-cell: 100.000 bbox=[406, 546, 452, 560]
pharma-shops-label: Καταστήματα bbox=[68, 976, 166, 991]
prize-cell: » bbox=[69, 492, 76, 506]
volodakis-text: (Εἰδικὸς μαιευτήρ-γυναικολόγος) Σπουδάσας εἰς Παρισίους καὶ Γερμανίαν. Θεραπεύει ἅπαντα τὰ γυναικολογικὰ νοσήματα. bbox=[65, 2182, 236, 2231]
andreadou-ad bbox=[482, 910, 662, 1071]
